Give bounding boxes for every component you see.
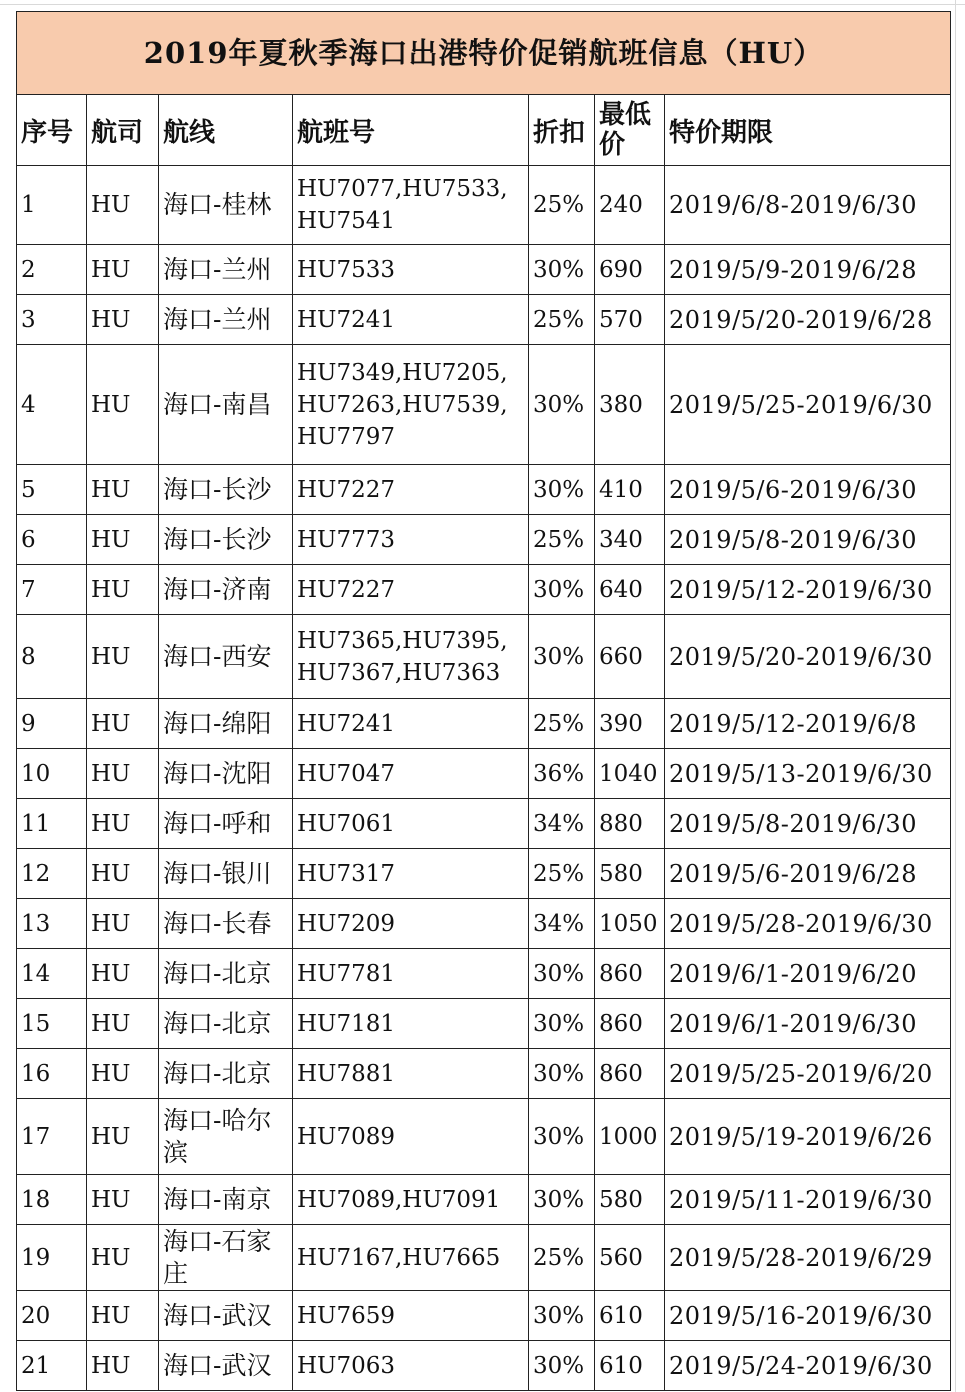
header-cell-discount[interactable]: 折扣 [529, 95, 595, 166]
cell-no[interactable]: 14 [17, 949, 87, 999]
table-row [17, 515, 951, 565]
cell-no[interactable]: 16 [17, 1049, 87, 1099]
cell-airline[interactable]: HU [87, 166, 159, 245]
table-row [17, 799, 951, 849]
cell-price[interactable]: 1050 [595, 899, 665, 949]
table-row [17, 849, 951, 899]
cell-airline[interactable]: HU [87, 949, 159, 999]
cell-price[interactable]: 1000 [595, 1099, 665, 1175]
cell-period[interactable]: 2019/5/8-2019/6/30 [665, 515, 951, 565]
cell-airline[interactable]: HU [87, 615, 159, 699]
cell-flights[interactable]: HU7781 [293, 949, 529, 999]
cell-flights[interactable]: HU7659 [293, 1291, 529, 1341]
cell-airline[interactable]: HU [87, 1225, 159, 1291]
cell-price[interactable]: 640 [595, 565, 665, 615]
cell-flights[interactable]: HU7061 [293, 799, 529, 849]
cell-flights[interactable]: HU7063 [293, 1341, 529, 1391]
cell-flights[interactable]: HU7047 [293, 749, 529, 799]
cell-route[interactable]: 海口-兰州 [159, 295, 293, 345]
table-row [17, 749, 951, 799]
cell-airline[interactable]: HU [87, 465, 159, 515]
cell-price[interactable]: 610 [595, 1341, 665, 1391]
cell-discount[interactable]: 30% [529, 615, 595, 699]
cell-no[interactable]: 19 [17, 1225, 87, 1291]
cell-route[interactable]: 海口-石家庄 [159, 1225, 293, 1291]
cell-no[interactable]: 2 [17, 245, 87, 295]
cell-price[interactable]: 880 [595, 799, 665, 849]
cell-route[interactable]: 海口-北京 [159, 999, 293, 1049]
cell-price[interactable]: 860 [595, 1049, 665, 1099]
cell-period[interactable]: 2019/5/16-2019/6/30 [665, 1291, 951, 1341]
cell-no[interactable]: 8 [17, 615, 87, 699]
cell-airline[interactable]: HU [87, 1341, 159, 1391]
header-row [17, 95, 951, 166]
cell-price[interactable]: 240 [595, 166, 665, 245]
gridline [0, 4, 965, 5]
cell-price[interactable]: 570 [595, 295, 665, 345]
cell-no[interactable]: 13 [17, 899, 87, 949]
table-row [17, 245, 951, 295]
table-row [17, 1291, 951, 1341]
cell-discount[interactable]: 25% [529, 515, 595, 565]
cell-no[interactable]: 4 [17, 345, 87, 465]
cell-route[interactable]: 海口-西安 [159, 615, 293, 699]
table-title[interactable]: 2019年夏秋季海口出港特价促销航班信息（HU） [17, 12, 951, 95]
cell-route[interactable]: 海口-北京 [159, 949, 293, 999]
cell-airline[interactable]: HU [87, 749, 159, 799]
cell-discount[interactable]: 30% [529, 1291, 595, 1341]
cell-flights[interactable]: HU7089,HU7091 [293, 1175, 529, 1225]
cell-discount[interactable]: 25% [529, 295, 595, 345]
cell-discount[interactable]: 30% [529, 999, 595, 1049]
table-row [17, 1225, 951, 1291]
table-row [17, 999, 951, 1049]
cell-price[interactable]: 580 [595, 1175, 665, 1225]
cell-price[interactable]: 690 [595, 245, 665, 295]
cell-flights[interactable]: HU7773 [293, 515, 529, 565]
cell-flights[interactable]: HU7241 [293, 295, 529, 345]
cell-no[interactable]: 3 [17, 295, 87, 345]
cell-discount[interactable]: 30% [529, 345, 595, 465]
gridline [955, 0, 956, 1392]
cell-period[interactable]: 2019/5/28-2019/6/30 [665, 899, 951, 949]
cell-flights[interactable]: HU7241 [293, 699, 529, 749]
cell-discount[interactable]: 30% [529, 565, 595, 615]
cell-price[interactable]: 390 [595, 699, 665, 749]
cell-discount[interactable]: 30% [529, 1341, 595, 1391]
cell-price[interactable]: 580 [595, 849, 665, 899]
cell-period[interactable]: 2019/5/12-2019/6/8 [665, 699, 951, 749]
cell-route[interactable]: 海口-桂林 [159, 166, 293, 245]
cell-price[interactable]: 410 [595, 465, 665, 515]
cell-airline[interactable]: HU [87, 1291, 159, 1341]
table-row [17, 295, 951, 345]
table-row [17, 1175, 951, 1225]
header-cell-route[interactable]: 航线 [159, 95, 293, 166]
cell-no[interactable]: 5 [17, 465, 87, 515]
table-row [17, 1049, 951, 1099]
cell-period[interactable]: 2019/5/28-2019/6/29 [665, 1225, 951, 1291]
cell-no[interactable]: 18 [17, 1175, 87, 1225]
cell-discount[interactable]: 36% [529, 749, 595, 799]
cell-route[interactable]: 海口-兰州 [159, 245, 293, 295]
cell-airline[interactable]: HU [87, 699, 159, 749]
table-row [17, 345, 951, 465]
cell-flights[interactable]: HU7077,HU7533,HU7541 [293, 166, 529, 245]
cell-route[interactable]: 海口-呼和 [159, 799, 293, 849]
cell-airline[interactable]: HU [87, 999, 159, 1049]
table-row [17, 465, 951, 515]
cell-no[interactable]: 9 [17, 699, 87, 749]
cell-price[interactable]: 860 [595, 949, 665, 999]
cell-route[interactable]: 海口-长沙 [159, 465, 293, 515]
cell-no[interactable]: 1 [17, 166, 87, 245]
cell-period[interactable]: 2019/5/25-2019/6/20 [665, 1049, 951, 1099]
flight-promo-table [16, 11, 951, 1391]
cell-airline[interactable]: HU [87, 245, 159, 295]
cell-route[interactable]: 海口-长沙 [159, 515, 293, 565]
cell-discount[interactable]: 30% [529, 1099, 595, 1175]
cell-route[interactable]: 海口-银川 [159, 849, 293, 899]
cell-discount[interactable]: 30% [529, 949, 595, 999]
cell-route[interactable]: 海口-绵阳 [159, 699, 293, 749]
cell-no[interactable]: 10 [17, 749, 87, 799]
cell-discount[interactable]: 25% [529, 166, 595, 245]
cell-route[interactable]: 海口-南昌 [159, 345, 293, 465]
table-row [17, 949, 951, 999]
cell-period[interactable]: 2019/5/24-2019/6/30 [665, 1341, 951, 1391]
cell-price[interactable]: 560 [595, 1225, 665, 1291]
table-row [17, 1341, 951, 1391]
cell-airline[interactable]: HU [87, 899, 159, 949]
cell-flights[interactable]: HU7089 [293, 1099, 529, 1175]
cell-flights[interactable]: HU7181 [293, 999, 529, 1049]
cell-flights[interactable]: HU7317 [293, 849, 529, 899]
cell-route[interactable]: 海口-武汉 [159, 1291, 293, 1341]
table-row [17, 899, 951, 949]
header-cell-airline[interactable]: 航司 [87, 95, 159, 166]
cell-airline[interactable]: HU [87, 295, 159, 345]
header-cell-flights[interactable]: 航班号 [293, 95, 529, 166]
cell-route[interactable]: 海口-哈尔滨 [159, 1099, 293, 1175]
cell-airline[interactable]: HU [87, 849, 159, 899]
cell-price[interactable]: 340 [595, 515, 665, 565]
cell-price[interactable]: 1040 [595, 749, 665, 799]
cell-no[interactable]: 20 [17, 1291, 87, 1341]
cell-no[interactable]: 17 [17, 1099, 87, 1175]
cell-discount[interactable]: 34% [529, 899, 595, 949]
cell-period[interactable]: 2019/5/25-2019/6/30 [665, 345, 951, 465]
cell-airline[interactable]: HU [87, 515, 159, 565]
cell-no[interactable]: 6 [17, 515, 87, 565]
cell-period[interactable]: 2019/5/12-2019/6/30 [665, 565, 951, 615]
table-row [17, 166, 951, 245]
table-row [17, 565, 951, 615]
cell-discount[interactable]: 30% [529, 1175, 595, 1225]
cell-airline[interactable]: HU [87, 345, 159, 465]
cell-period[interactable]: 2019/5/6-2019/6/30 [665, 465, 951, 515]
cell-airline[interactable]: HU [87, 1099, 159, 1175]
cell-flights[interactable]: HU7881 [293, 1049, 529, 1099]
cell-airline[interactable]: HU [87, 565, 159, 615]
table-row [17, 699, 951, 749]
cell-airline[interactable]: HU [87, 799, 159, 849]
cell-discount[interactable]: 25% [529, 849, 595, 899]
cell-price[interactable]: 860 [595, 999, 665, 1049]
cell-flights[interactable]: HU7227 [293, 465, 529, 515]
cell-flights[interactable]: HU7365,HU7395,HU7367,HU7363 [293, 615, 529, 699]
cell-period[interactable]: 2019/5/20-2019/6/30 [665, 615, 951, 699]
cell-airline[interactable]: HU [87, 1175, 159, 1225]
cell-flights[interactable]: HU7227 [293, 565, 529, 615]
cell-route[interactable]: 海口-济南 [159, 565, 293, 615]
cell-flights[interactable]: HU7349,HU7205,HU7263,HU7539,HU7797 [293, 345, 529, 465]
title-row [17, 12, 951, 95]
cell-no[interactable]: 15 [17, 999, 87, 1049]
cell-period[interactable]: 2019/6/8-2019/6/30 [665, 166, 951, 245]
cell-period[interactable]: 2019/6/1-2019/6/20 [665, 949, 951, 999]
cell-discount[interactable]: 34% [529, 799, 595, 849]
cell-price[interactable]: 610 [595, 1291, 665, 1341]
cell-period[interactable]: 2019/5/19-2019/6/26 [665, 1099, 951, 1175]
cell-airline[interactable]: HU [87, 1049, 159, 1099]
cell-price[interactable]: 380 [595, 345, 665, 465]
cell-route[interactable]: 海口-北京 [159, 1049, 293, 1099]
header-cell-no[interactable]: 序号 [17, 95, 87, 166]
cell-route[interactable]: 海口-沈阳 [159, 749, 293, 799]
cell-flights[interactable]: HU7167,HU7665 [293, 1225, 529, 1291]
cell-route[interactable]: 海口-南京 [159, 1175, 293, 1225]
cell-period[interactable]: 2019/6/1-2019/6/30 [665, 999, 951, 1049]
header-cell-price[interactable]: 最低价 [595, 95, 665, 166]
cell-route[interactable]: 海口-武汉 [159, 1341, 293, 1391]
cell-discount[interactable]: 30% [529, 245, 595, 295]
cell-period[interactable]: 2019/5/9-2019/6/28 [665, 245, 951, 295]
header-cell-period[interactable]: 特价期限 [665, 95, 951, 166]
cell-route[interactable]: 海口-长春 [159, 899, 293, 949]
cell-discount[interactable]: 25% [529, 699, 595, 749]
cell-no[interactable]: 11 [17, 799, 87, 849]
cell-flights[interactable]: HU7209 [293, 899, 529, 949]
cell-discount[interactable]: 30% [529, 465, 595, 515]
table-row [17, 1099, 951, 1175]
cell-period[interactable]: 2019/5/20-2019/6/28 [665, 295, 951, 345]
cell-period[interactable]: 2019/5/6-2019/6/28 [665, 849, 951, 899]
table-row [17, 615, 951, 699]
cell-period[interactable]: 2019/5/13-2019/6/30 [665, 749, 951, 799]
cell-no[interactable]: 7 [17, 565, 87, 615]
cell-no[interactable]: 12 [17, 849, 87, 899]
cell-period[interactable]: 2019/5/11-2019/6/30 [665, 1175, 951, 1225]
cell-price[interactable]: 660 [595, 615, 665, 699]
cell-discount[interactable]: 25% [529, 1225, 595, 1291]
cell-discount[interactable]: 30% [529, 1049, 595, 1099]
cell-period[interactable]: 2019/5/8-2019/6/30 [665, 799, 951, 849]
cell-flights[interactable]: HU7533 [293, 245, 529, 295]
cell-no[interactable]: 21 [17, 1341, 87, 1391]
